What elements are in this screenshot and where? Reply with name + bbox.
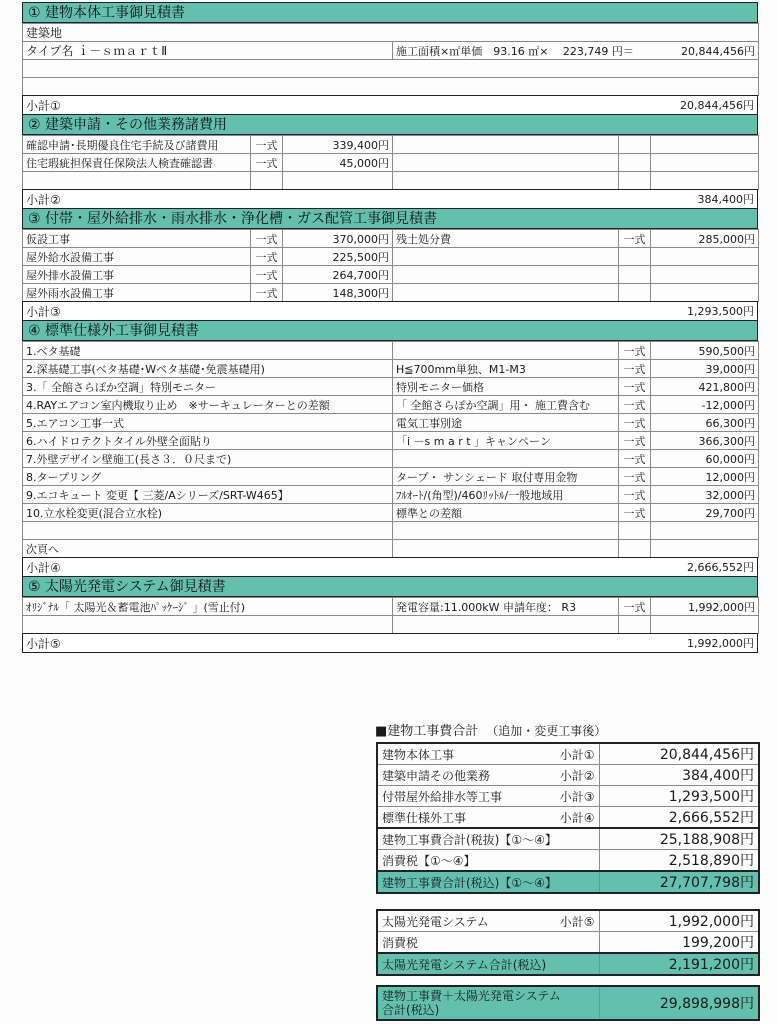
grand-total-label-2: 合計(税込) (382, 1003, 440, 1017)
item-unit: 一式 (619, 504, 651, 522)
subtotal-3-value: 1,293,500円 (687, 305, 754, 318)
item-amount: 148,300円 (283, 284, 393, 302)
solar-tag: 小計⑤ (559, 914, 595, 929)
subtotal-2-label: 小計② (26, 193, 61, 207)
table-row (23, 432, 759, 450)
section-3-header: ③ 付帯・屋外給排水・雨水排水・浄化槽・ガス配管工事御見積書 (22, 208, 758, 229)
table-row (23, 360, 759, 378)
summary-amount: 384,400円 (599, 765, 759, 786)
solar-tax-amount: 199,200円 (599, 932, 759, 954)
solar-label: 太陽光発電システム (382, 914, 489, 929)
item-amount: 225,500円 (283, 248, 393, 266)
item-note: H≦700mm単独、M1-M3 (393, 360, 619, 378)
subtotal-5 (22, 633, 758, 653)
item-note: 特別モニター価格 (393, 378, 619, 396)
section-4-table (22, 341, 759, 558)
section-2-header: ② 建築申請・その他業務諸費用 (22, 114, 758, 135)
item-amount: 29,700円 (651, 504, 759, 522)
item-unit: 一式 (619, 468, 651, 486)
table-row (23, 136, 759, 154)
item-amount: 45,000円 (283, 154, 393, 172)
item-unit: 一式 (251, 248, 283, 266)
pre-tax-amount: 25,188,908円 (599, 828, 759, 850)
subtotal-4-value: 2,666,552円 (687, 561, 754, 574)
item-amount: 590,500円 (651, 342, 759, 360)
estimate-sheet (22, 3, 758, 653)
item-label: 1.ベタ基礎 (23, 342, 393, 360)
item-amount: 421,800円 (651, 378, 759, 396)
building-total-label: 建物工事費合計(税込)【①～④】 (377, 871, 599, 893)
subtotal-4-label: 小計④ (26, 561, 61, 575)
table-row (23, 504, 759, 522)
table-row (23, 414, 759, 432)
item-unit: 一式 (251, 230, 283, 248)
item-label: 屋外給水設備工事 (23, 248, 251, 266)
section-3-table (22, 229, 759, 302)
summary-label: 付帯屋外給排水等工事 (382, 789, 503, 804)
building-total-amount: 27,707,798円 (599, 871, 759, 893)
item-unit: 一式 (619, 342, 651, 360)
summary-amount: 2,666,552円 (599, 807, 759, 829)
tax-row (377, 850, 759, 872)
item-unit: 一式 (619, 360, 651, 378)
item-amount: 370,000円 (283, 230, 393, 248)
item-label: 仮設工事 (23, 230, 251, 248)
item-amount: 366,300円 (651, 432, 759, 450)
summary-label: 建築申請その他業務 (382, 768, 491, 783)
item-unit: 一式 (619, 598, 651, 616)
table-row (23, 486, 759, 504)
table-row (23, 230, 759, 248)
table-row (23, 154, 759, 172)
grand-total-label-1: 建物工事費＋太陽光発電システム (382, 989, 561, 1003)
item-note (393, 450, 619, 468)
item-label: 5.エアコン工事一式 (23, 414, 393, 432)
section-1-header: ① 建物本体工事御見積書 (22, 2, 758, 23)
blank-row (23, 616, 759, 634)
item-unit: 一式 (251, 154, 283, 172)
next-page-row (23, 540, 759, 558)
summary-tag: 小計③ (559, 789, 595, 804)
section-5-table (22, 597, 759, 634)
item-label: 2.深基礎工事(ベタ基礎･Wベタ基礎･免震基礎用) (23, 360, 393, 378)
building-summary-table (376, 742, 760, 894)
table-row (23, 468, 759, 486)
item-label: 3.「 全館さらぽか空調」特別モニター (23, 378, 393, 396)
subtotal-4 (22, 557, 758, 577)
item-note: タープ・ サンシェード 取付専用金物 (393, 468, 619, 486)
table-row (23, 284, 759, 302)
blank-row (23, 172, 759, 190)
item-note: ﾌﾙｵｰﾄ/(角型)/460ﾘｯﾄﾙ/一般地域用 (393, 486, 619, 504)
type-name: タイプ名 ｉ－ｓｍａｒｔⅡ (23, 42, 393, 60)
table-row (23, 450, 759, 468)
blank-row (23, 78, 759, 96)
subtotal-5-value: 1,992,000円 (687, 637, 754, 650)
section-1-table (22, 23, 759, 96)
tax-label: 消費税【①～④】 (377, 850, 599, 872)
item-label: 8.タープリング (23, 468, 393, 486)
area-calc: 施工面積×㎡単価 93.16 ㎡× 223,749 円＝ (393, 42, 655, 60)
item-amount: 66,300円 (651, 414, 759, 432)
grand-total-row (377, 986, 759, 1020)
blank-row (23, 522, 759, 540)
solar-tax-label: 消費税 (377, 932, 599, 954)
item-amount: 1,992,000円 (651, 598, 759, 616)
item-amount: 32,000円 (651, 486, 759, 504)
table-row (23, 396, 759, 414)
item-label: 7.外壁デザイン壁施工(長さ３．０尺まで) (23, 450, 393, 468)
subtotal-1 (22, 95, 758, 115)
summary-tag: 小計② (559, 768, 595, 783)
subtotal-2-value: 384,400円 (697, 193, 754, 206)
item-label: 9.エコキュート 変更【 三菱/Aシリーズ/SRT-W465】 (23, 486, 393, 504)
item-unit: 一式 (251, 266, 283, 284)
tax-amount: 2,518,890円 (599, 850, 759, 872)
item-label: 屋外雨水設備工事 (23, 284, 251, 302)
subtotal-3 (22, 301, 758, 321)
item-note: 発電容量:11.000kW 申請年度： R3 (393, 598, 619, 616)
solar-total-amount: 2,191,200円 (599, 953, 759, 975)
summary-amount: 20,844,456円 (599, 743, 759, 765)
item-label: 確認申請･長期優良住宅手続及び諸費用 (23, 136, 251, 154)
building-total-row (377, 871, 759, 893)
subtotal-1-value: 20,844,456円 (680, 99, 754, 112)
item-unit: 一式 (619, 450, 651, 468)
site-label: 建築地 (23, 24, 759, 42)
item-amount: 60,000円 (651, 450, 759, 468)
section-4-header: ④ 標準仕様外工事御見積書 (22, 320, 758, 341)
solar-summary-table (376, 909, 760, 976)
item-label: 屋外排水設備工事 (23, 266, 251, 284)
item-unit: 一式 (619, 378, 651, 396)
item-note: 「i －s m a r t 」キャンペーン (393, 432, 619, 450)
item-unit: 一式 (251, 136, 283, 154)
area-amount: 20,844,456円 (655, 42, 759, 60)
summary-label: 建物本体工事 (382, 747, 455, 762)
summary-row (377, 932, 759, 954)
item-amount: -12,000円 (651, 396, 759, 414)
item-label: 4.RAYエアコン室内機取り止め ※サーキュレーターとの差額 (23, 396, 393, 414)
item-label: 住宅瑕疵担保責任保険法人検査確認書 (23, 154, 251, 172)
summary-row (377, 807, 759, 829)
item-amount: 12,000円 (651, 468, 759, 486)
summary-row (377, 743, 759, 765)
table-row (23, 598, 759, 616)
pre-tax-row (377, 828, 759, 850)
summary-row (377, 786, 759, 807)
grand-total-amount: 29,898,998円 (599, 986, 759, 1020)
item-amount: 264,700円 (283, 266, 393, 284)
table-row (23, 342, 759, 360)
subtotal-3-label: 小計③ (26, 305, 61, 319)
item-note: 電気工事別途 (393, 414, 619, 432)
item-unit-2: 一式 (619, 230, 651, 248)
item-unit: 一式 (619, 396, 651, 414)
solar-amount: 1,992,000円 (599, 910, 759, 932)
item-unit: 一式 (619, 432, 651, 450)
subtotal-5-label: 小計⑤ (26, 637, 61, 651)
table-row (23, 266, 759, 284)
item-label: 6.ハイドロテクトタイル外壁全面貼り (23, 432, 393, 450)
item-amount: 39,000円 (651, 360, 759, 378)
blank-row (23, 60, 759, 78)
item-note (393, 342, 619, 360)
summary-row (377, 765, 759, 786)
table-row (23, 378, 759, 396)
summary-tag: 小計① (559, 747, 595, 762)
grand-total-table (376, 985, 760, 1021)
summary-title-text: ■建物工事費合計 (375, 724, 479, 739)
pre-tax-label: 建物工事費合計(税抜)【①～④】 (377, 828, 599, 850)
summary-amount: 1,293,500円 (599, 786, 759, 807)
item-note: 標準との差額 (393, 504, 619, 522)
subtotal-2 (22, 189, 758, 209)
section-5-header: ⑤ 太陽光発電システム御見積書 (22, 576, 758, 597)
table-row (23, 248, 759, 266)
solar-total-label: 太陽光発電システム合計(税込) (377, 953, 599, 975)
item-label-2: 残土処分費 (393, 230, 619, 248)
item-amount-2: 285,000円 (651, 230, 759, 248)
summary-subtitle: （追加・変更工事後） (486, 724, 607, 738)
section-2-table (22, 135, 759, 190)
summary-title (375, 720, 606, 739)
item-amount: 339,400円 (283, 136, 393, 154)
item-unit: 一式 (619, 414, 651, 432)
summary-row (377, 910, 759, 932)
item-unit: 一式 (619, 486, 651, 504)
item-label: 10.立水栓変更(混合立水栓) (23, 504, 393, 522)
solar-total-row (377, 953, 759, 975)
item-unit: 一式 (251, 284, 283, 302)
next-page-label: 次頁へ (23, 540, 393, 558)
item-label: ｵﾘｼﾞﾅﾙ「 太陽光＆蓄電池ﾊﾟｯｹｰｼﾞ 」(雪止付) (23, 598, 393, 616)
subtotal-1-label: 小計① (26, 99, 61, 113)
summary-label: 標準仕様外工事 (382, 810, 467, 825)
summary-tag: 小計④ (559, 810, 595, 825)
item-note: 「 全館さらぽか空調」用・ 施工費含む (393, 396, 619, 414)
